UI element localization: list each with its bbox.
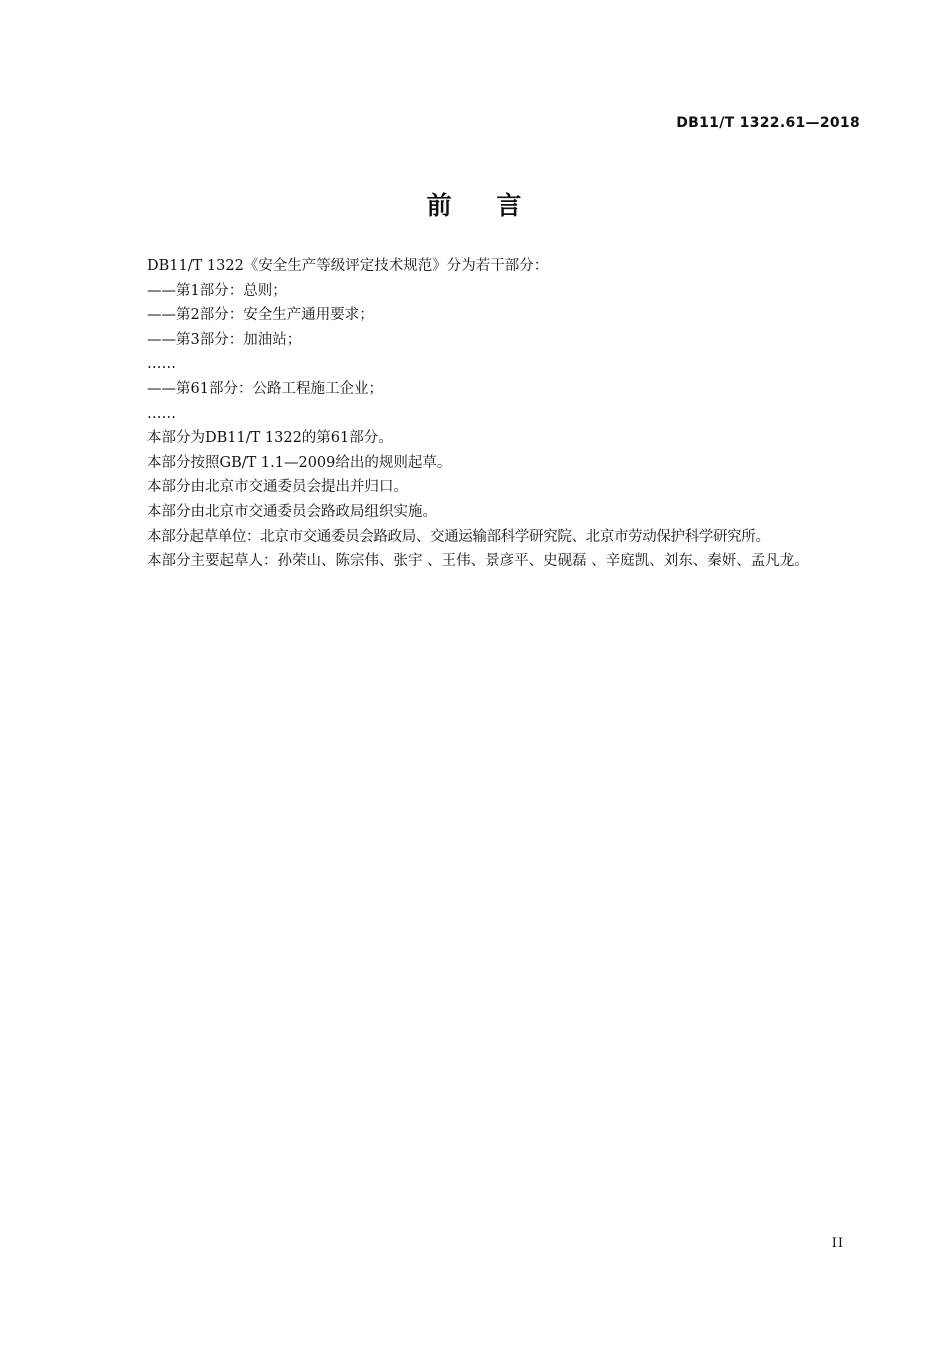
paragraph-proposer: 本部分由北京市交通委员会提出并归口。	[147, 479, 408, 496]
page-number: II	[831, 1236, 844, 1251]
list-ellipsis: ……	[147, 405, 176, 422]
document-code: DB11/T 1322.61—2018	[676, 115, 860, 131]
paragraph-drafters: 本部分主要起草人：孙荣山、陈宗伟、张宇 、王伟、景彦平、史砚磊 、辛庭凯、刘东、秦妍、孟凡龙。	[147, 553, 809, 570]
list-ellipsis: ……	[147, 356, 176, 373]
page-title: 前 言	[426, 191, 524, 220]
list-item-part-61: ——第61部分：公路工程施工企业；	[147, 380, 383, 397]
paragraph-drafting-units: 本部分起草单位：北京市交通委员会路政局、交通运输部科学研究院、北京市劳动保护科学研究所。	[147, 528, 770, 545]
paragraph-intro: DB11/T 1322《安全生产等级评定技术规范》分为若干部分：	[147, 258, 549, 274]
foreword-body	[118, 254, 860, 574]
paragraph-drafting-rules: 本部分按照GB/T 1.1—2009给出的规则起草。	[147, 454, 452, 471]
paragraph-implementer: 本部分由北京市交通委员会路政局组织实施。	[147, 503, 437, 520]
paragraph-part-statement: 本部分为DB11/T 1322的第61部分。	[147, 430, 393, 447]
list-item-part-2: ——第2部分：安全生产通用要求；	[147, 307, 374, 324]
list-item-part-1: ——第1部分：总则；	[147, 282, 287, 299]
list-item-part-3: ——第3部分：加油站；	[147, 331, 302, 348]
